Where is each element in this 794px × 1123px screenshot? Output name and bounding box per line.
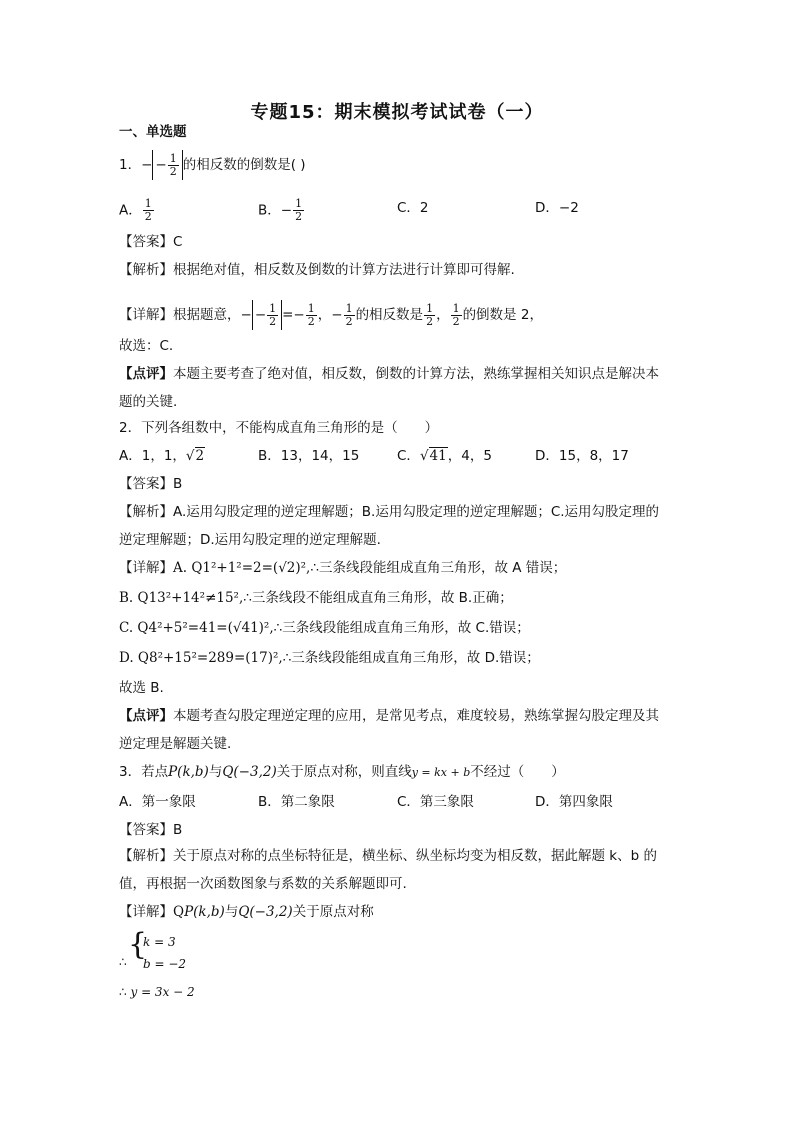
q1-answer: 【答案】C [119, 234, 183, 250]
q3-option-a: A．第一象限 [119, 794, 196, 810]
q3-answer: 【答案】B [119, 822, 183, 838]
q2-comment-line-2: 逆定理是解题关键. [119, 736, 232, 752]
q3-analysis-line-1: 【解析】关于原点对称的点坐标特征是，横坐标、纵坐标均变为相反数，据此解题 k、b 的 [119, 848, 657, 864]
q2-option-c: C．√41，4，5 [397, 448, 492, 464]
q2-option-b: B．13，14，15 [258, 448, 360, 464]
system-equation-k: k = 3 [143, 935, 176, 949]
q3-option-d: D．第四象限 [535, 794, 613, 810]
q1-comment-line-2: 题的关键. [119, 394, 178, 410]
therefore-symbol: ∴ [119, 955, 127, 969]
q2-option-a: A．1，1，√2 [119, 448, 205, 464]
q2-detail-c: C. Q4²+5²=41=(√41)²,∴三条线段能组成直角三角形，故 C.错误； [119, 620, 530, 636]
left-brace: { [128, 927, 148, 962]
q2-analysis-line-1: 【解析】A.运用勾股定理的逆定理解题；B.运用勾股定理的逆定理解题；C.运用勾股定理的 [119, 504, 660, 520]
q1-comment-line-1: 【点评】本题主要考查了绝对值，相反数，倒数的计算方法，熟练掌握相关知识点是解决本 [119, 366, 659, 382]
question-2-stem: 2．下列各组数中，不能构成直角三角形的是（ ） [119, 420, 439, 436]
q1-option-b: B．− $\frac{1}{2}$ [258, 197, 303, 223]
question-1-stem: 1．− − $\frac{1}{2}$ 的相反数的倒数是( ) [119, 150, 306, 180]
q2-detail-a: 【详解】A. Q1²+1²=2=(√2)²,∴三条线段能组成直角三角形，故 A 错误； [119, 560, 567, 576]
system-equation-b: b = −2 [143, 957, 187, 971]
q3-option-c: C．第三象限 [397, 794, 474, 810]
q1-option-c: C．2 [397, 200, 429, 216]
q1-option-d: D．−2 [535, 200, 579, 216]
q3-analysis-line-2: 值，再根据一次函数图象与系数的关系解题即可. [119, 876, 407, 892]
question-3-stem: 3．若点P(k,b)与Q(−3,2)关于原点对称，则直线y = kx + b不经过（ ） [119, 764, 565, 780]
page-title: 专题15：期末模拟考试试卷（一） [250, 102, 544, 123]
q1-conclusion: 故选：C. [119, 338, 174, 354]
q2-detail-b: B. Q13²+14²≠15²,∴三条线段不能组成直角三角形，故 B.正确； [119, 590, 513, 606]
q2-answer: 【答案】B [119, 476, 183, 492]
q2-comment-line-1: 【点评】本题考查勾股定理逆定理的应用，是常见考点，难度较易，熟练掌握勾股定理及其 [119, 708, 659, 724]
section-heading: 一、单选题 [119, 124, 187, 140]
q3-option-b: B．第二象限 [258, 794, 335, 810]
q1-analysis: 【解析】根据绝对值，相反数及倒数的计算方法进行计算即可得解. [119, 262, 515, 278]
q2-detail-d: D. Q8²+15²=289=(17)²,∴三条线段能组成直角三角形，故 D.错误； [119, 650, 540, 666]
q2-option-d: D．15，8，17 [535, 448, 629, 464]
q1-option-a: A． $\frac{1}{2}$ [119, 197, 152, 223]
q2-conclusion: 故选 B. [119, 680, 164, 696]
q2-analysis-line-2: 逆定理解题；D.运用勾股定理的逆定理解题. [119, 532, 381, 548]
q3-detail: 【详解】QP(k,b)与Q(−3,2)关于原点对称 [119, 904, 374, 920]
q3-result: ∴ y = 3x − 2 [119, 985, 195, 999]
q1-detail: 【详解】根据题意，− − $\frac{1}{2}$ =− $\frac{1}{2}$ ，− $\frac{1}{2}$ 的相反数是 $\frac{1}{2}$ ， $\frac{1}{2}$ 的倒数是 2， [119, 300, 543, 330]
